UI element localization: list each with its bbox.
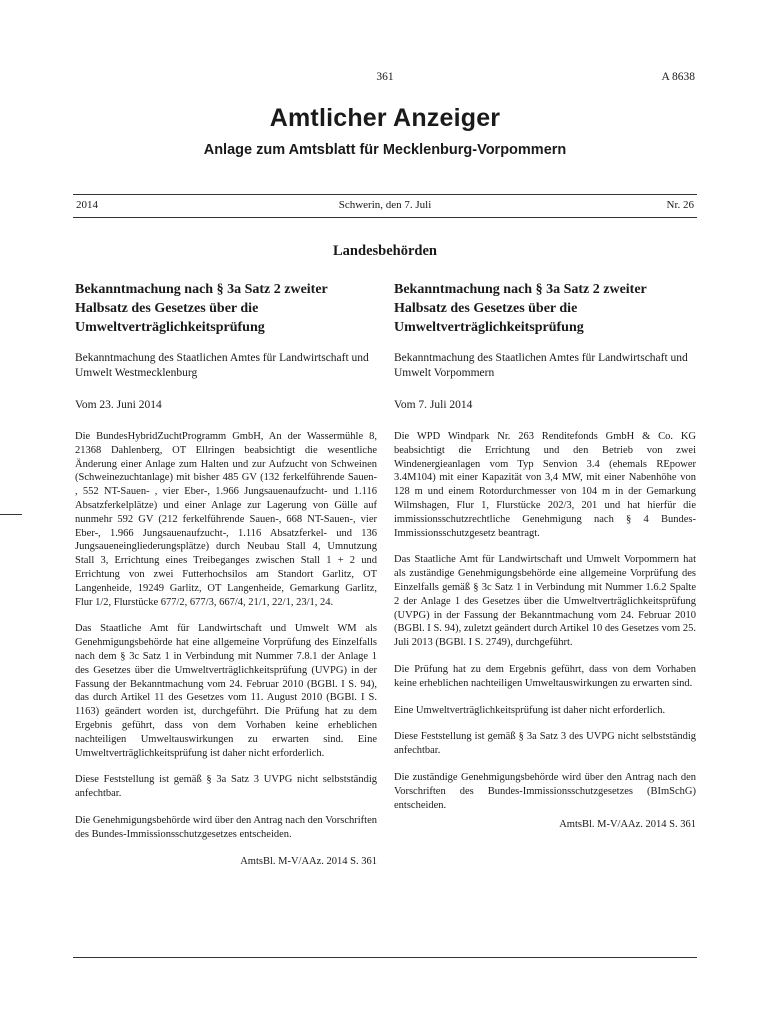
notice-paragraph: Die WPD Windpark Nr. 263 Renditefonds GmbH & Co. KG beabsichtigt die Errichtung und den Betrieb von zwei Windenergieanlagen vom Typ Senvion 3.4 (ehemals REpower 3.4M104) mit einer Kapazität von 3,4 MW, mit einer Nabenhöhe von 128 m und einem Rotordurchmesser von 104 m in der Gemarkung Wilmshagen, Flur 1, Flurstücke 202/3, 201 und hat hierfür die immissionsschutzrechtliche Genehmigung nach § 4 Bundes-Immissionsschutzgesetz beantragt. <box>394 431 696 539</box>
notice-authority: Bekanntmachung des Staatlichen Amtes für Landwirtschaft und Umwelt Vorpommern <box>394 352 688 379</box>
notice-paragraph: Diese Feststellung ist gemäß § 3a Satz 3 UVPG nicht selbstständig anfechtbar. <box>75 774 377 800</box>
notice-paragraph: Das Staatliche Amt für Landwirtschaft und Umwelt WM als Genehmigungsbehörde hat eine allgemeine Vorprüfung des Einzelfalls nach dem § 3c Satz 1 in Verbindung mit Nummer 7.8.1 der Anlage 1 des Gesetzes über die Umweltverträglichkeitsprüfung (UVPG) in der Fassung der Bekanntmachung vom 24. Februar 2010 (BGBl. I S. 94), das durch Artikel 11 des Gesetzes vom 11. August 2010 (BGBl. I S. 1163) geändert worden ist, durchgeführt. Die Prüfung hat zu dem Ergebnis geführt, dass von dem Vorhaben keine erheblichen nachteiligen Umweltauswirkungen zu erwarten sind. Eine Umweltverträglichkeitsprüfung ist daher nicht erforderlich. <box>75 623 377 759</box>
masthead-subtitle: Anlage zum Amtsblatt für Mecklenburg-Vorpommern <box>203 142 567 158</box>
info-bar-rule <box>73 217 697 218</box>
issue-code: A 8638 <box>661 71 695 83</box>
right-notice <box>394 280 696 832</box>
notice-reference: AmtsBl. M-V/AAz. 2014 S. 361 <box>240 855 377 867</box>
notice-authority: Bekanntmachung des Staatlichen Amtes für Landwirtschaft und Umwelt Westmecklenburg <box>75 352 369 379</box>
notice-paragraph: Eine Umweltverträglichkeitsprüfung ist daher nicht erforderlich. <box>394 704 666 716</box>
notice-paragraph: Diese Feststellung ist gemäß § 3a Satz 3 des UVPG nicht selbstständig anfechtbar. <box>394 731 696 757</box>
notice-date: Vom 7. Juli 2014 <box>394 399 473 411</box>
page-number: 361 <box>376 71 394 83</box>
margin-mark <box>0 514 22 515</box>
notice-paragraph: Das Staatliche Amt für Landwirtschaft und Umwelt Vorpommern hat als zuständige Genehmigungsbehörde eine allgemeine Vorprüfung des Einzelfalls gemäß § 3c Satz 1 in Verbindung mit Nummer 1.6.2 Spalte 2 der Anlage 1 des Gesetzes über die Umweltverträglichkeitsprüfung (UVPG) in der Fassung der Bekanntmachung vom 24. Februar 2010 (BGBl. I S. 94), zuletzt geändert durch Artikel 10 des Gesetzes vom 25. Juli 2013 (BGBl. I S. 2749), durchgeführt. <box>394 554 696 649</box>
notice-reference: AmtsBl. M-V/AAz. 2014 S. 361 <box>559 819 696 831</box>
notice-heading: Bekanntmachung nach § 3a Satz 2 zweiter Halbsatz des Gesetzes über die Umweltverträglichkeitsprüfung <box>75 282 328 335</box>
notice-date: Vom 23. Juni 2014 <box>75 399 162 411</box>
notice-paragraph: Die BundesHybridZuchtProgramm GmbH, An der Wassermühle 8, 21368 Dahlenberg, OT Ellringen beabsichtigt die wesentliche Änderung einer Anlage zum Halten und zur Aufzucht von Schweinen (Schweinezuchtanlage) mit bisher 485 GV (132 ferkelführende Sauen- , 552 NT-Sauen- , vier Eber-, 1.966 Jungsauenaufzucht- und 1.116 Absatzferkelplätze) und einer Anlage zur Lagerung von Gülle auf nunmehr 592 GV (212 ferkelführende Sauen-, 668 NT-Sauen-, vier Eber-, 1.966 Jungsauenaufzucht-, 1.116 Absatzferkel- und 136 Jungsaueneingliederungsplätze) durch Neubau Stall 4, Umnutzung Stall 3, Errichtung eines Treibeganges zwischen Stall 1 + 2 und Errichtung von zwei Futterhochsilos am Standort Garlitz, OT Langenheide, 19249 Garlitz, OT Langenheide, Gemarkung Garlitz, Flur 1/2, Flurstücke 677/2, 677/3, 667/4, 21/1, 22/1, 23/1, 24. <box>75 431 377 608</box>
notice-paragraph: Die Genehmigungsbehörde wird über den Antrag nach den Vorschriften des Bundes-Immissionsschutzgesetzes entscheiden. <box>75 814 377 840</box>
top-rule <box>73 194 697 195</box>
notice-paragraph: Die Prüfung hat zu dem Ergebnis geführt, dass von dem Vorhaben keine erheblichen nachteiligen Umweltauswirkungen zu erwarten sind. <box>394 663 696 689</box>
bottom-rule <box>73 957 697 958</box>
issue-year: 2014 <box>76 199 98 211</box>
issue-place-date: Schwerin, den 7. Juli <box>338 199 432 211</box>
section-title: Landesbehörden <box>333 243 437 259</box>
left-notice <box>75 280 377 869</box>
issue-number: Nr. 26 <box>666 199 694 211</box>
notice-heading: Bekanntmachung nach § 3a Satz 2 zweiter Halbsatz des Gesetzes über die Umweltverträglichkeitsprüfung <box>394 282 647 335</box>
masthead-title: Amtlicher Anzeiger <box>269 104 501 132</box>
notice-paragraph: Die zuständige Genehmigungsbehörde wird über den Antrag nach den Vorschriften des Bundes-Immissionsschutzgesetzes (BImSchG) entscheiden. <box>394 771 696 811</box>
